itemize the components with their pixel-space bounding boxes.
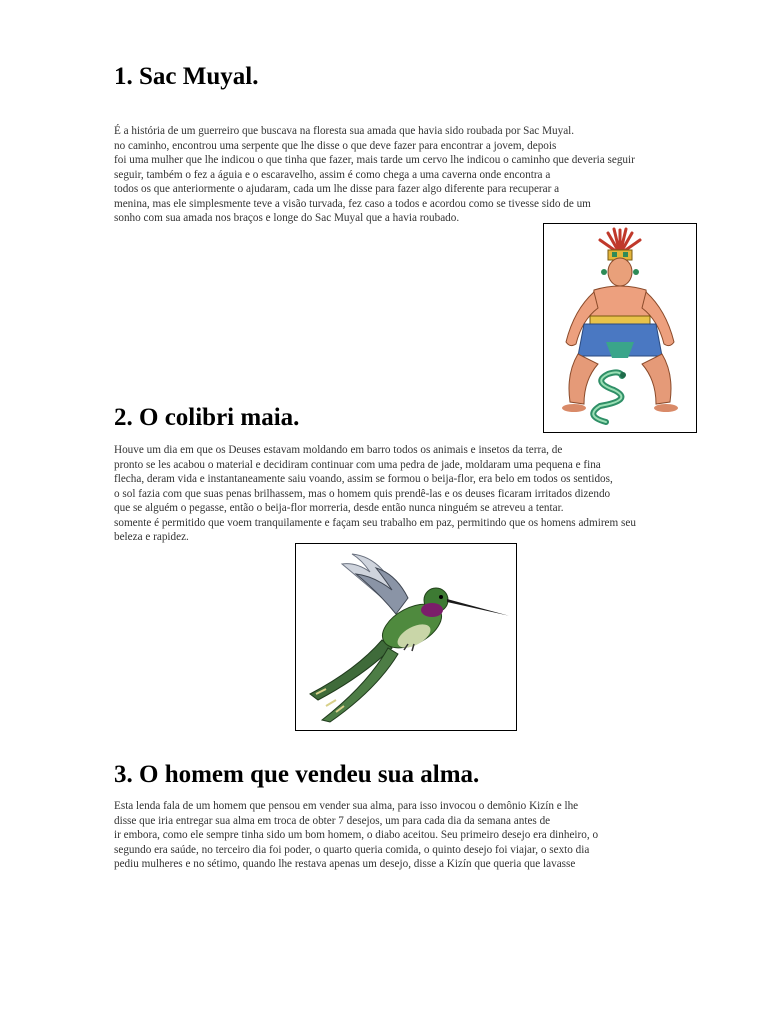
- section-2-heading: 2. O colibri maia.: [114, 404, 300, 431]
- text-line: no caminho, encontrou uma serpente que lhe disse o que deve fazer para encontrar a jovem, depois: [114, 139, 557, 152]
- text-line: pediu mulheres e no sétimo, quando lhe restava apenas um desejo, disse a Kizín que queria que lavasse: [114, 858, 576, 870]
- text-line: todos os que anteriormente o ajudaram, cada um lhe disse para fazer algo diferente para recuperar a: [114, 183, 560, 195]
- section-2-paragraph: [114, 443, 704, 545]
- section-1-paragraph: [114, 124, 704, 226]
- text-line: Esta lenda fala de um homem que pensou em vender sua alma, para isso invocou o demônio Kizín e lhe: [114, 800, 579, 812]
- warrior-figure: [543, 223, 697, 433]
- section-3-paragraph: [114, 799, 704, 872]
- text-line: Houve um dia em que os Deuses estavam moldando em barro todos os animais e insetos da terra, de: [114, 444, 563, 456]
- text-line: disse que iria entregar sua alma em troca de obter 7 desejos, um para cada dia da semana antes de: [114, 814, 551, 827]
- text-line: segundo era saúde, no terceiro dia foi poder, o quarto queria comida, o quinto desejo foi viajar, o sexto dia: [114, 843, 590, 856]
- text-line: pronto se les acabou o material e decidiram continuar com uma pedra de jade, moldaram uma pequena e fina: [114, 458, 601, 471]
- text-line: somente é permitido que voem tranquilamente e façam seu trabalho em paz, permitindo que os homens admirem seu: [114, 516, 636, 529]
- text-line: que se alguém o pegasse, então o beija-flor morreria, desde então nunca ninguém se atreveu a tentar.: [114, 502, 564, 514]
- hummingbird-icon: [296, 544, 516, 730]
- text-line: sonho com sua amada nos braços e longe do Sac Muyal que a havia roubado.: [114, 212, 460, 224]
- text-line: flecha, deram vida e instantaneamente saiu voando, assim se formou o beija-flor, era belo em todos os sentidos,: [114, 473, 613, 485]
- mayan-warrior-with-snake-icon: [544, 224, 696, 432]
- text-line: menina, mas ele simplesmente teve a visão turvada, fez caso a todos e acordou como se tivesse sido de um: [114, 197, 591, 210]
- section-3-heading: 3. O homem que vendeu sua alma.: [114, 761, 480, 788]
- text-line: beleza e rapidez.: [114, 531, 189, 543]
- text-line: ir embora, como ele sempre tinha sido um bom homem, o diabo aceitou. Seu primeiro desejo era dinheiro, o: [114, 829, 599, 841]
- section-1-heading: 1. Sac Muyal.: [114, 63, 259, 90]
- text-line: foi uma mulher que lhe indicou o que tinha que fazer, mais tarde um cervo lhe indicou o caminho que deveria seguir: [114, 154, 635, 166]
- text-line: o sol fazia com que suas penas brilhassem, mas o homem quis prendê-las e os deuses ficaram irritados dizendo: [114, 487, 611, 500]
- text-line: É a história de um guerreiro que buscava na floresta sua amada que havia sido roubada por Sac Muyal.: [114, 125, 575, 137]
- hummingbird-figure: [295, 543, 517, 731]
- text-line: seguir, também o fez a águia e o escaravelho, assim é como chega a uma caverna onde encontra a: [114, 168, 551, 181]
